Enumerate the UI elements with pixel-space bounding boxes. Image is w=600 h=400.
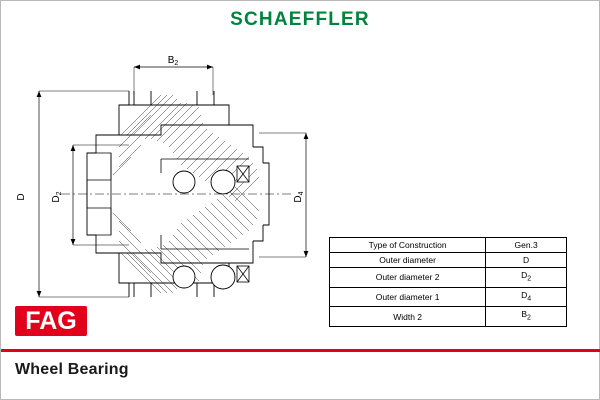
- spec-label: Outer diameter 1: [330, 287, 486, 307]
- dimension-label-d4: $D_4$: [293, 191, 305, 203]
- dimension-label-d: D: [16, 193, 27, 201]
- outer-ring-seals: [237, 166, 249, 282]
- spec-label: Type of Construction: [330, 238, 486, 253]
- table-row: [330, 307, 567, 327]
- table-row: [330, 287, 567, 307]
- dimension-label-b2: $B_2$: [167, 55, 179, 67]
- dimension-d2-group: [71, 145, 129, 245]
- bearing-race-outline: [161, 159, 249, 249]
- spec-value: Gen.3: [486, 238, 567, 253]
- page-title: Wheel Bearing: [15, 361, 129, 378]
- bearing-balls: [173, 170, 235, 289]
- fag-logo: FAG: [15, 306, 87, 336]
- spec-value: $B_2$: [486, 307, 567, 327]
- spec-value: D: [486, 253, 567, 268]
- table-row: [330, 253, 567, 268]
- spec-value: $D_4$: [486, 287, 567, 307]
- schaeffler-brand-logo: SCHAEFFLER: [230, 9, 370, 30]
- spec-label: Outer diameter: [330, 253, 486, 268]
- spec-label: Width 2: [330, 307, 486, 327]
- spec-label: Outer diameter 2: [330, 268, 486, 288]
- dimension-b2-group: [134, 65, 213, 95]
- dimension-label-d2: $D_2$: [51, 191, 63, 203]
- table-row: [330, 268, 567, 288]
- footer-divider: [1, 349, 600, 352]
- specification-table: [329, 237, 567, 327]
- table-row: [330, 238, 567, 253]
- spec-value: $D_2$: [486, 268, 567, 288]
